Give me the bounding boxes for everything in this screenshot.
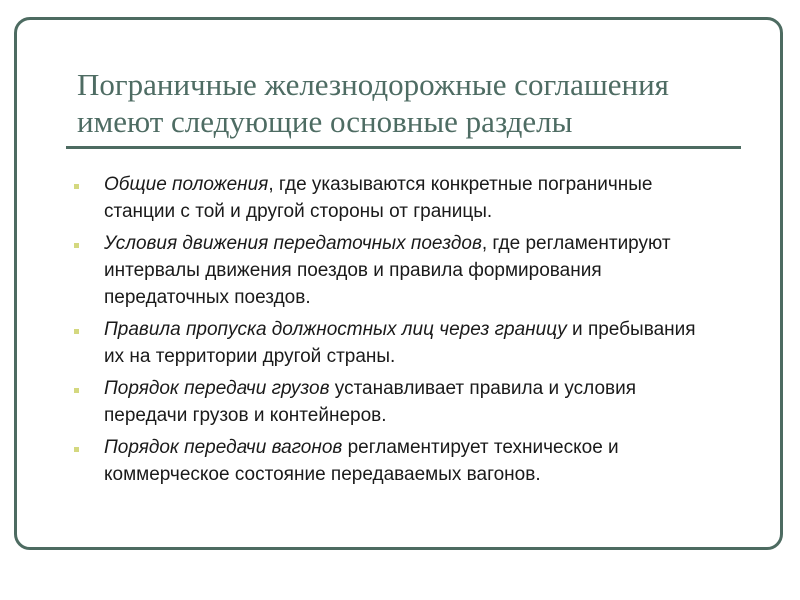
title-divider <box>66 146 741 149</box>
bullet-item-officials-crossing <box>72 316 712 370</box>
bullet-square-icon <box>74 447 79 452</box>
slide-title: Пограничные железнодорожные соглашения имеют следующие основные разделы <box>77 67 669 139</box>
bullet-term: Условия движения передаточных поездов <box>104 233 482 254</box>
bullet-square-icon <box>74 329 79 334</box>
bullet-square-icon <box>74 388 79 393</box>
bullet-item-train-movement <box>72 230 712 311</box>
bullet-square-icon <box>74 184 79 189</box>
bullet-list <box>72 171 712 493</box>
bullet-square-icon <box>74 243 79 248</box>
bullet-term: Общие положения <box>104 174 269 195</box>
bullet-item-general-provisions <box>72 171 712 225</box>
bullet-text: , где указываются конкретные пограничные станции с той и другой стороны от границы. <box>104 174 653 222</box>
bullet-text: устанавливает правила и условия передачи грузов и контейнеров. <box>104 378 637 426</box>
bullet-item-wagon-transfer <box>72 434 712 488</box>
bullet-term: Порядок передачи вагонов <box>104 437 343 458</box>
bullet-text: регламентирует техническое и коммерческое состояние передаваемых вагонов. <box>104 437 619 485</box>
bullet-term: Порядок передачи грузов <box>104 378 330 399</box>
bullet-text: , где регламентируют интервалы движения поездов и правила формирования передаточных поездов. <box>104 233 671 308</box>
bullet-item-cargo-transfer <box>72 375 712 429</box>
bullet-term: Правила пропуска должностных лиц через границу <box>104 319 567 340</box>
bullet-text: и пребывания их на территории другой страны. <box>104 319 696 367</box>
